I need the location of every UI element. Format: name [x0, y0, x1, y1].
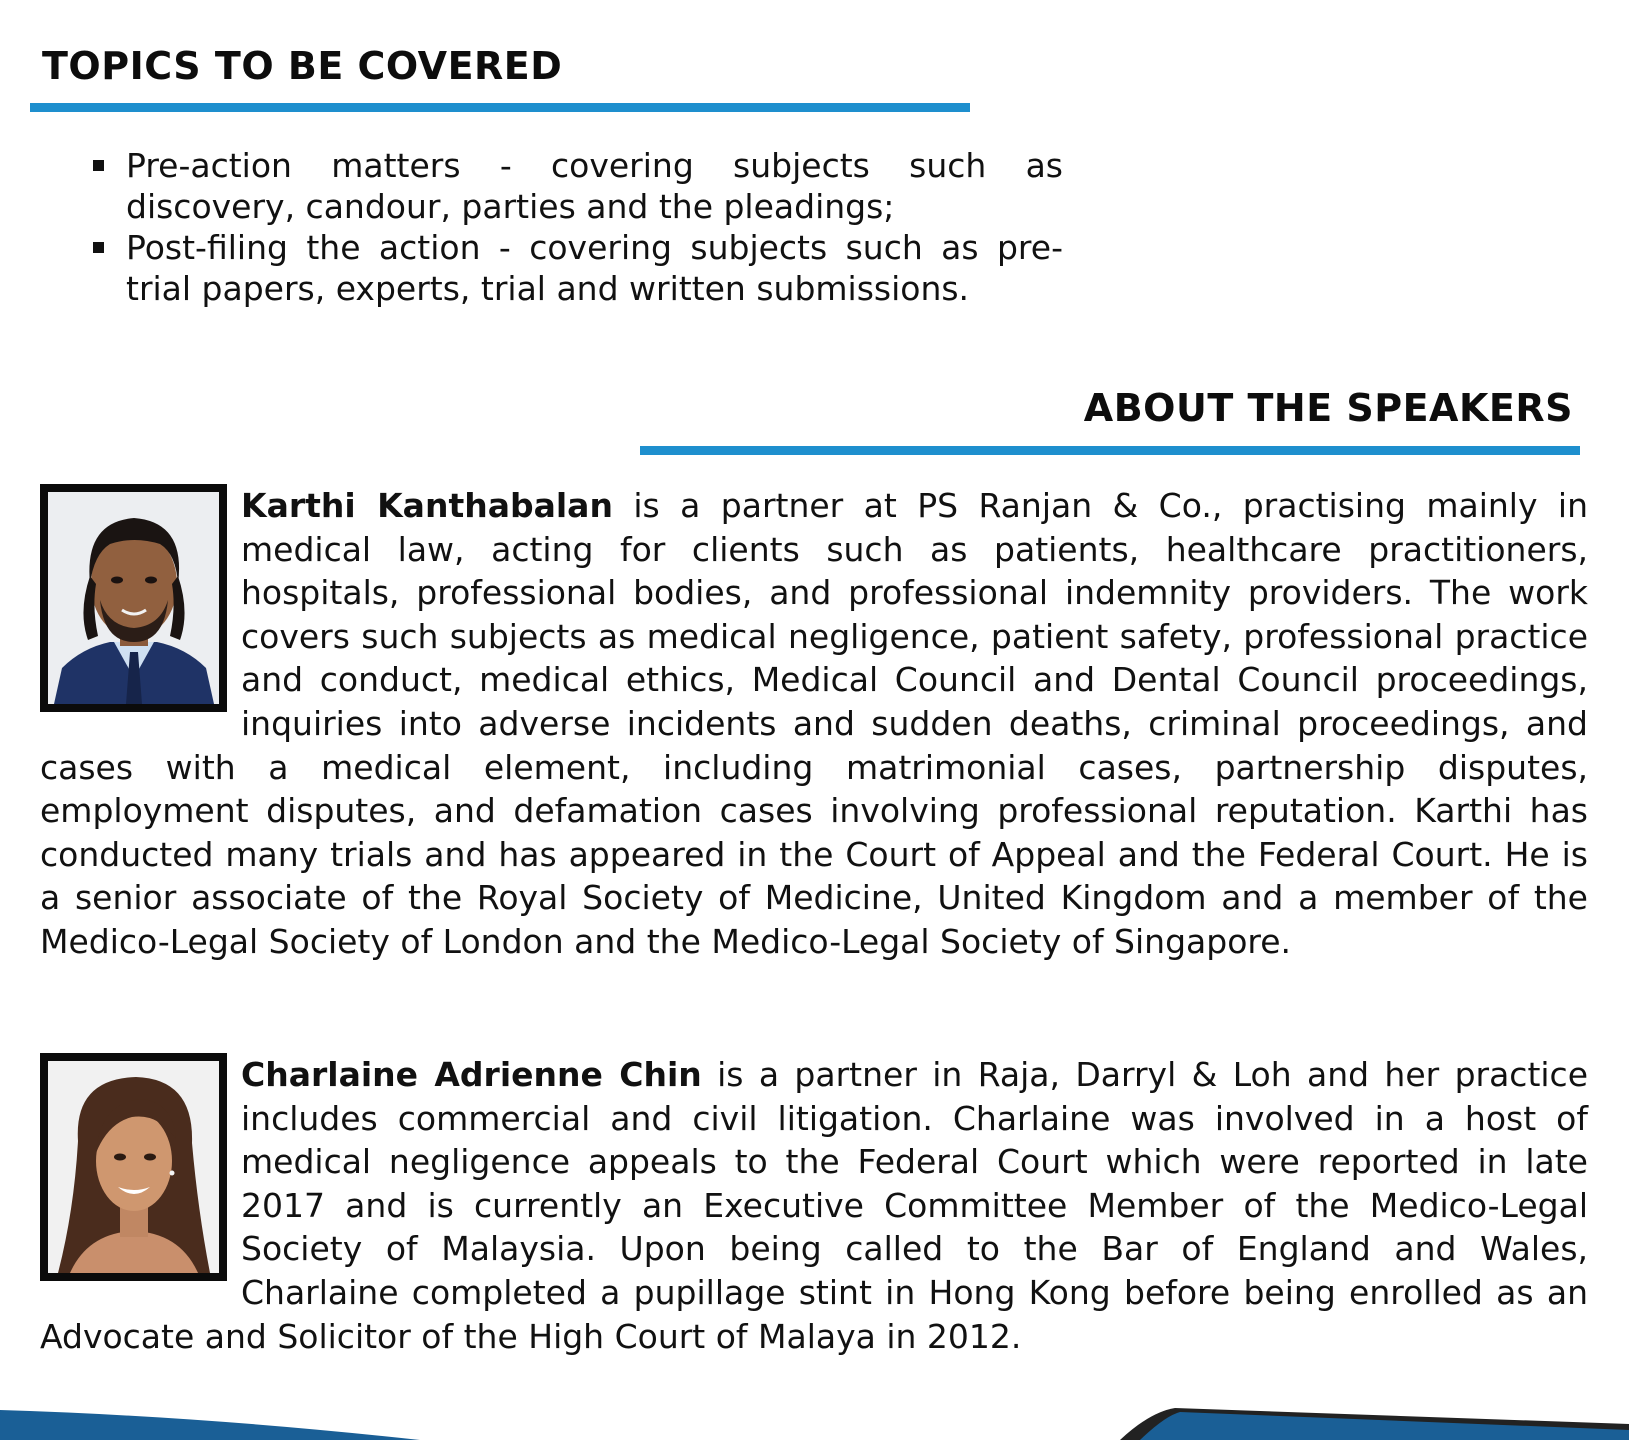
footer-decoration: [0, 1400, 1629, 1440]
woman-portrait-icon: [48, 1061, 219, 1273]
list-item: [88, 145, 1063, 227]
speaker-photo: [40, 484, 227, 712]
speaker-bio: [40, 1053, 1588, 1358]
speakers-divider: [640, 446, 1580, 455]
speaker-name: Charlaine Adrienne Chin: [241, 1055, 702, 1094]
topics-divider: [30, 103, 970, 112]
square-bullet-icon: [93, 160, 104, 171]
speaker-profile: [40, 1053, 1588, 1358]
speakers-heading: ABOUT THE SPEAKERS: [1083, 386, 1573, 430]
topic-text: Pre-action matters - covering subjects such as discovery, candour, parties and the pleadings;: [126, 146, 1063, 226]
square-bullet-icon: [93, 242, 104, 253]
topic-text: Post-filing the action - covering subjects such as pre-trial papers, experts, trial and written submissions.: [126, 228, 1063, 308]
speaker-bio-text: is a partner in Raja, Darryl & Loh and her practice includes commercial and civil litigation. Charlaine was involved in a host of medical negligence appeals to the Federal Court which were reported in late 2017 and is currently an Executive Committee Member of the Medico-Legal Society of Malaysia. Upon being called to the Bar of England and Wales, Charlaine completed a pupillage stint in Hong Kong before being enrolled as an Advocate and Solicitor of the High Court of Malaya in 2012.: [40, 1055, 1589, 1356]
speaker-photo: [40, 1053, 227, 1281]
speaker-profile: [40, 484, 1588, 964]
speaker-bio: [40, 484, 1588, 964]
topics-list: [88, 145, 1063, 309]
speaker-name: Karthi Kanthabalan: [241, 486, 613, 525]
speaker-bio-text: is a partner at PS Ranjan & Co., practising mainly in medical law, acting for clients such as patients, healthcare practitioners, hospitals, professional bodies, and professional indemnity providers. The work covers such subjects as medical negligence, patient safety, professional practice and conduct, medical ethics, Medical Council and Dental Council proceedings, inquiries into adverse incidents and sudden deaths, criminal proceedings, and cases with a medical element, including matrimonial cases, partnership disputes, employment disputes, and defamation cases involving professional reputation. Karthi has conducted many trials and has appeared in the Court of Appeal and the Federal Court. He is a senior associate of the Royal Society of Medicine, United Kingdom and a member of the Medico-Legal Society of London and the Medico-Legal Society of Singapore.: [40, 486, 1588, 961]
list-item: [88, 227, 1063, 309]
topics-heading: TOPICS TO BE COVERED: [42, 44, 563, 88]
man-portrait-icon: [48, 492, 219, 704]
